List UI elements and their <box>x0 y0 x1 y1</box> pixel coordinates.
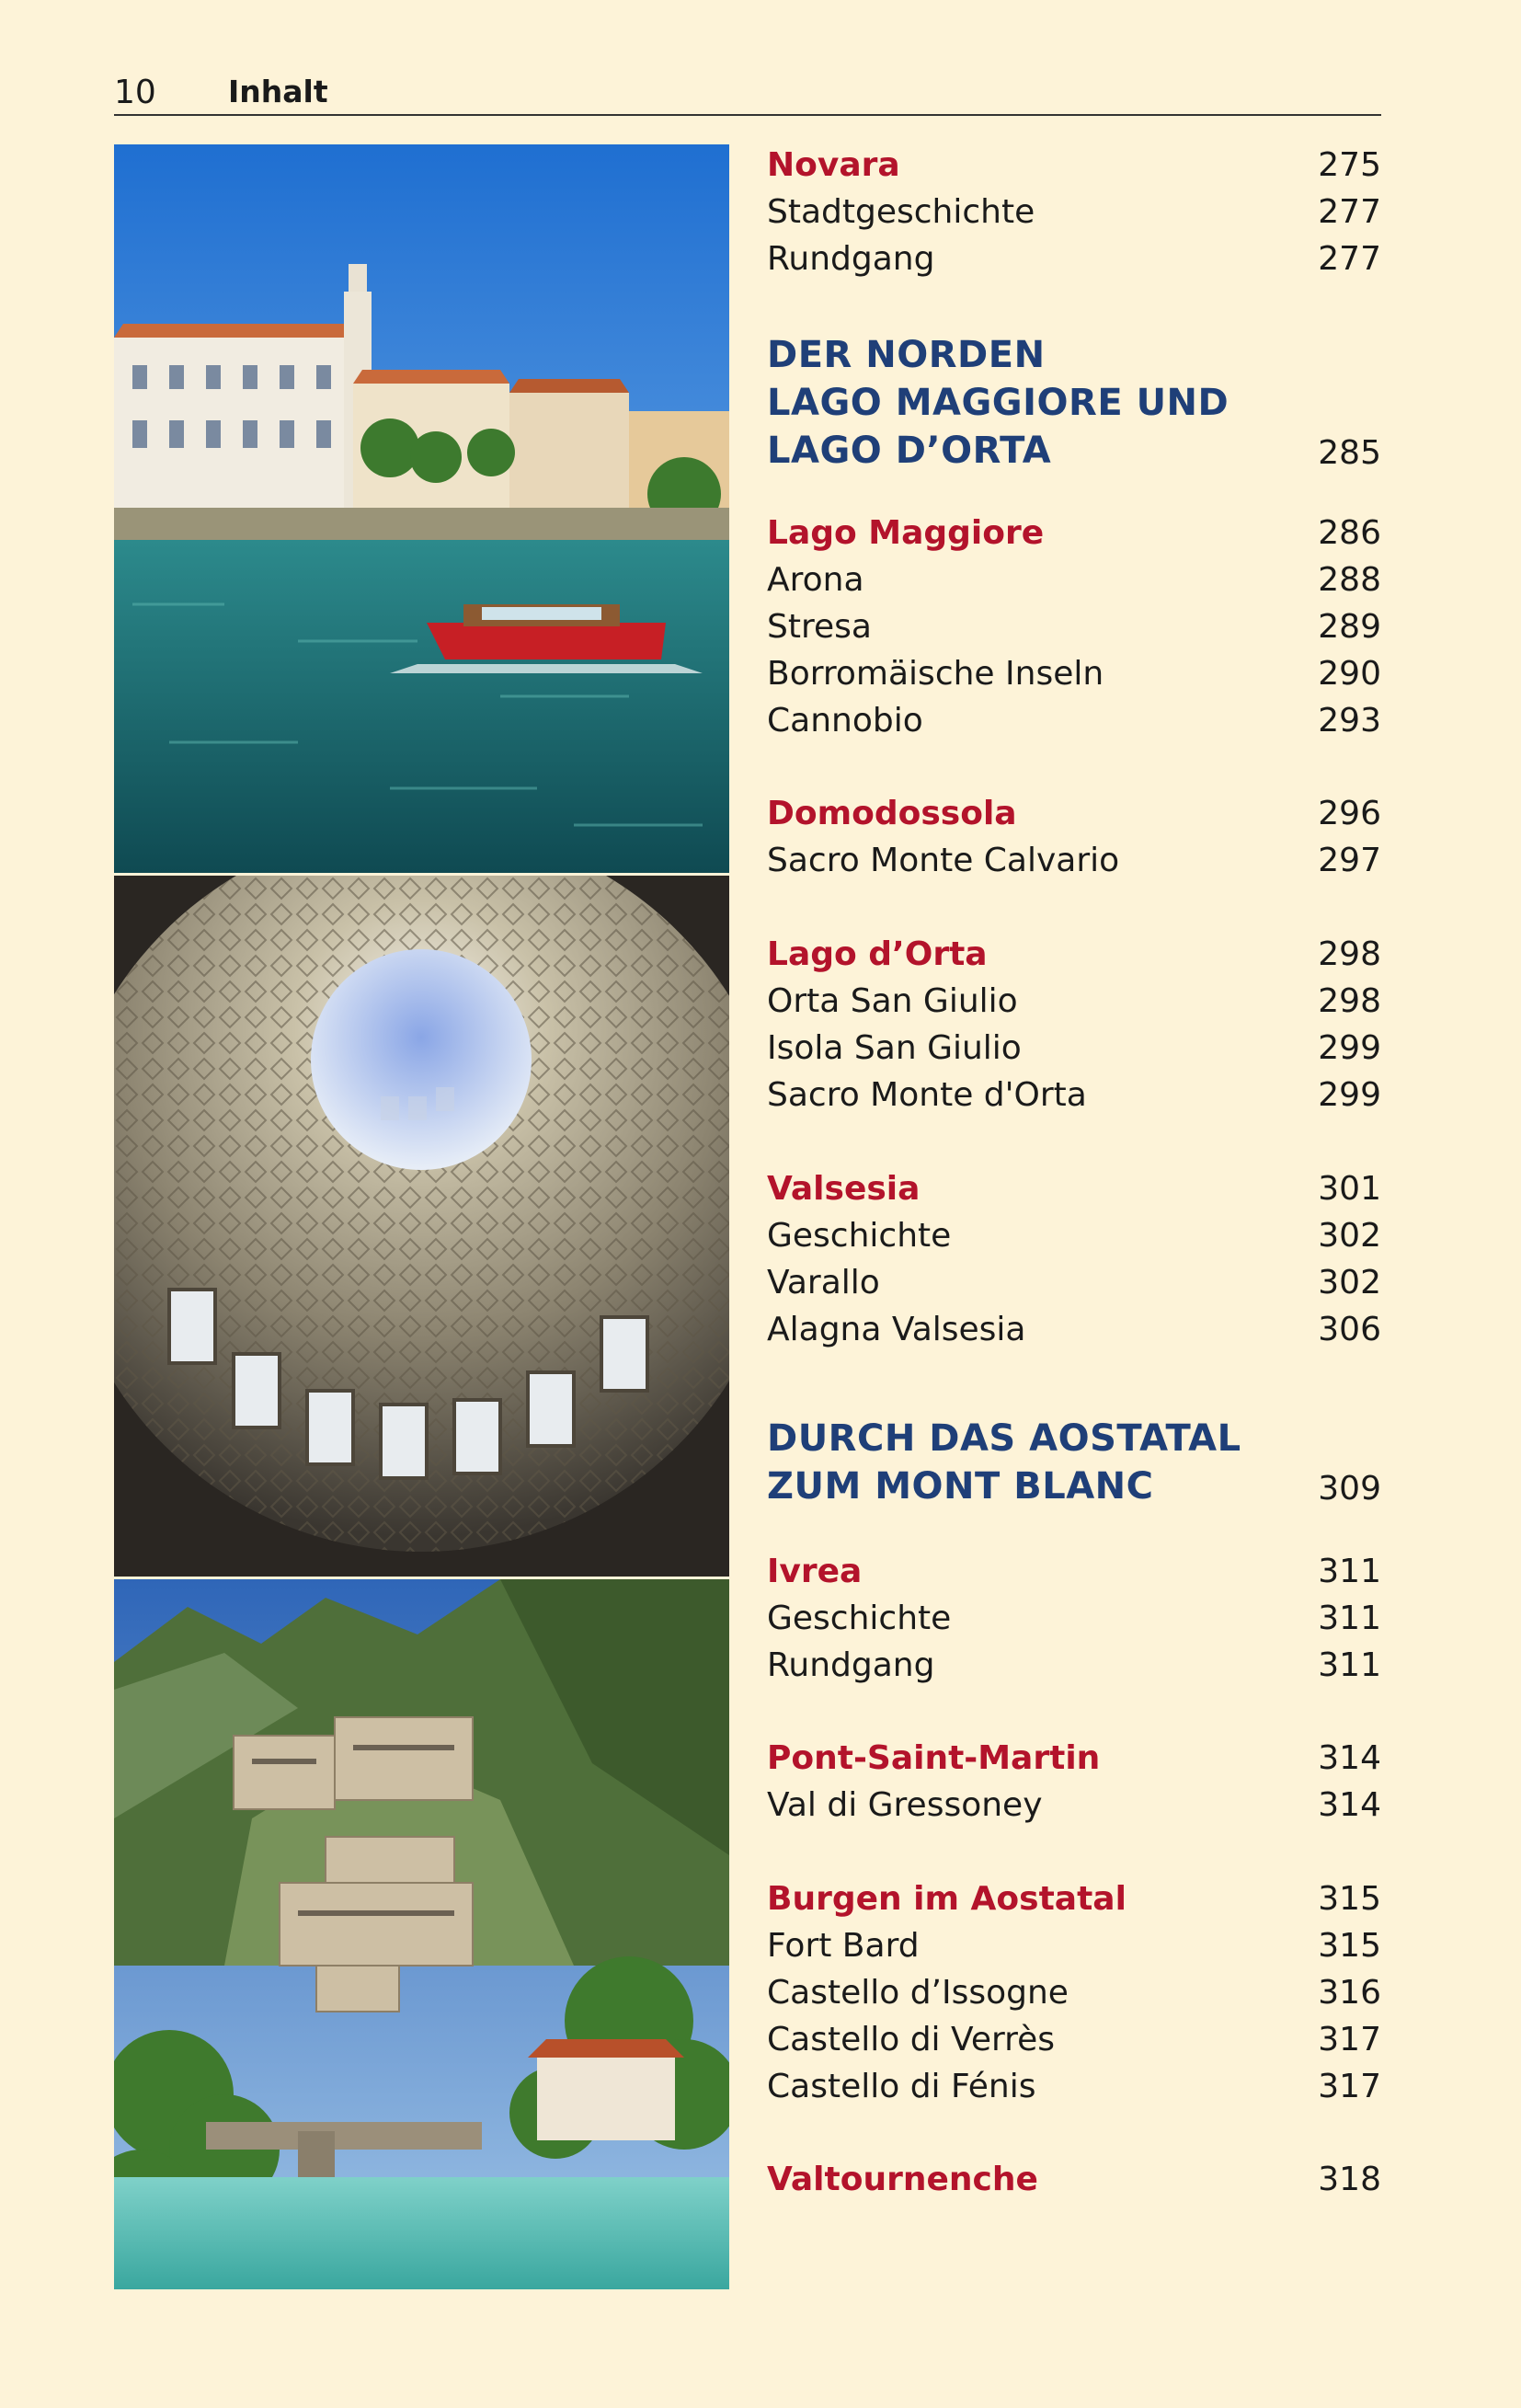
region-title-line: ZUM MONT BLANC <box>767 1465 1154 1508</box>
table-of-contents <box>767 0 1381 2408</box>
photo-column <box>114 144 729 2289</box>
toc-page-number: 317 <box>1318 2068 1381 2105</box>
toc-region-heading[interactable] <box>767 1415 1381 1510</box>
toc-page-number: 315 <box>1318 1927 1381 1965</box>
toc-page-number: 299 <box>1318 1029 1381 1067</box>
fortress-valley-photo <box>114 1579 729 2289</box>
toc-page-number: 314 <box>1318 1786 1381 1824</box>
toc-entry-label: Burgen im Aostatal <box>767 1880 1126 1918</box>
toc-entry-label: Sacro Monte d'Orta <box>767 1076 1087 1114</box>
toc-page-number: 317 <box>1318 2021 1381 2058</box>
toc-entry-label: Arona <box>767 561 864 599</box>
toc-entry-label: Cannobio <box>767 702 923 740</box>
toc-page-number: 298 <box>1318 935 1381 973</box>
toc-entry-label: Ivrea <box>767 1553 863 1590</box>
dome-interior-photo <box>114 876 729 1577</box>
toc-page-number: 275 <box>1318 146 1381 184</box>
toc-entry-label: Sacro Monte Calvario <box>767 842 1120 879</box>
toc-page-number: 309 <box>1318 1470 1381 1508</box>
toc-entry-label: Rundgang <box>767 1646 935 1684</box>
toc-entry-label: Borromäische Inseln <box>767 655 1104 693</box>
region-title-line: LAGO MAGGIORE UND <box>767 382 1229 424</box>
toc-page-number: 315 <box>1318 1880 1381 1918</box>
toc-entry-label: Geschichte <box>767 1217 952 1255</box>
toc-entry-label: Valtournenche <box>767 2161 1038 2198</box>
toc-page-number: 288 <box>1318 561 1381 599</box>
toc-page-number: 301 <box>1318 1170 1381 1208</box>
toc-page-number: 311 <box>1318 1646 1381 1684</box>
toc-page-number: 302 <box>1318 1264 1381 1301</box>
toc-entry-label: Alagna Valsesia <box>767 1311 1026 1348</box>
toc-page-number: 311 <box>1318 1600 1381 1637</box>
toc-page-number: 277 <box>1318 193 1381 231</box>
toc-page-number: 286 <box>1318 514 1381 552</box>
toc-entry-label: Orta San Giulio <box>767 982 1018 1020</box>
toc-page-number: 318 <box>1318 2161 1381 2198</box>
toc-entry-label: Lago d’Orta <box>767 935 988 973</box>
lake-palace-photo <box>114 144 729 873</box>
toc-page-number: 306 <box>1318 1311 1381 1348</box>
toc-page-number: 290 <box>1318 655 1381 693</box>
toc-entry-label: Castello di Fénis <box>767 2068 1036 2105</box>
toc-page-number: 293 <box>1318 702 1381 740</box>
toc-page-number: 311 <box>1318 1553 1381 1590</box>
toc-page-number: 285 <box>1318 434 1381 472</box>
toc-entry-label: Stadtgeschichte <box>767 193 1035 231</box>
toc-entry-label: Stresa <box>767 608 872 646</box>
toc-page-number: 316 <box>1318 1974 1381 2012</box>
region-title-line: DURCH DAS AOSTATAL <box>767 1417 1241 1460</box>
toc-entry-label: Lago Maggiore <box>767 514 1045 552</box>
toc-entry-label: Geschichte <box>767 1600 952 1637</box>
page-number: 10 <box>114 74 156 111</box>
toc-page-number: 299 <box>1318 1076 1381 1114</box>
toc-entry-label: Castello di Verrès <box>767 2021 1056 2058</box>
toc-entry-label: Val di Gressoney <box>767 1786 1043 1824</box>
toc-entry-label: Pont-Saint-Martin <box>767 1739 1101 1777</box>
toc-page-number: 302 <box>1318 1217 1381 1255</box>
toc-page-number: 298 <box>1318 982 1381 1020</box>
toc-entry-label: Fort Bard <box>767 1927 920 1965</box>
toc-entry-label: Isola San Giulio <box>767 1029 1022 1067</box>
toc-page-number: 289 <box>1318 608 1381 646</box>
toc-page-number: 296 <box>1318 795 1381 832</box>
toc-entry-label: Novara <box>767 146 900 184</box>
toc-page-number: 314 <box>1318 1739 1381 1777</box>
toc-entry-label: Castello d’Issogne <box>767 1974 1069 2012</box>
toc-entry-label: Varallo <box>767 1264 880 1301</box>
region-title-line: DER NORDEN <box>767 334 1046 376</box>
toc-entry-label: Valsesia <box>767 1170 921 1208</box>
region-title-line: LAGO D’ORTA <box>767 430 1052 472</box>
toc-region-heading[interactable] <box>767 331 1381 475</box>
toc-entry-label: Rundgang <box>767 240 935 278</box>
toc-page-number: 297 <box>1318 842 1381 879</box>
toc-entry-label: Domodossola <box>767 795 1017 832</box>
toc-page-number: 277 <box>1318 240 1381 278</box>
page-title: Inhalt <box>228 74 328 109</box>
